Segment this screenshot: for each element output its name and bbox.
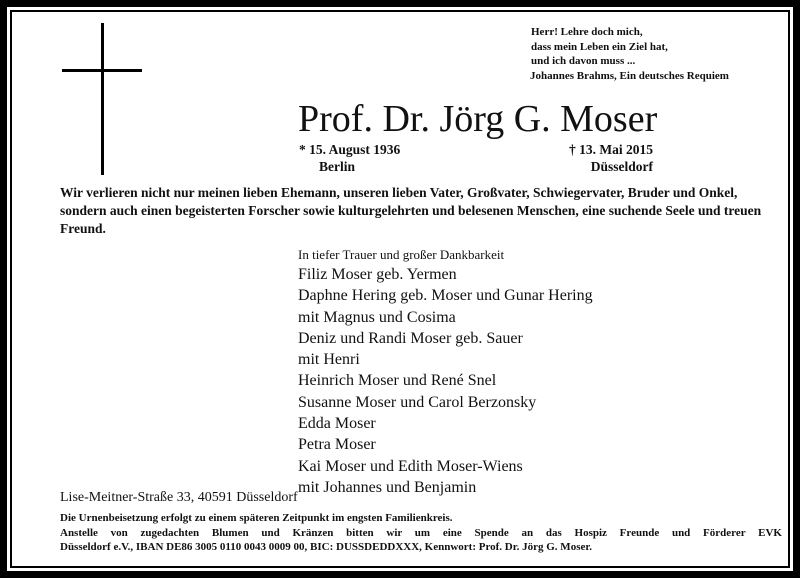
inner-border-line [10, 10, 790, 568]
mourner-line: mit Johannes und Benjamin [298, 478, 477, 496]
mourner-line: Heinrich Moser und René Snel [298, 372, 497, 390]
death-date: † 13. Mai 2015 [569, 142, 653, 157]
birth-place: Berlin [319, 159, 355, 174]
donation-note: Anstelle von zugedachten Blumen und Kränzen bitten wir um eine Spende an das Hospiz Freunde und Förderer EVK [60, 526, 782, 539]
quote-source: Johannes Brahms, Ein deutsches Requiem [530, 69, 729, 82]
footer-notes [60, 511, 782, 555]
quote-line: und ich davon muss ... [531, 55, 636, 67]
outer-border [7, 7, 793, 571]
mourner-line: Filiz Moser geb. Yermen [298, 266, 457, 283]
obituary-notice [12, 12, 788, 566]
death-info [569, 141, 653, 175]
birth-date: * 15. August 1936 [299, 142, 401, 157]
mourner-line: mit Henri [298, 351, 360, 369]
mourners-list [298, 245, 593, 498]
death-place: Düsseldorf [590, 159, 653, 174]
mourner-line: mit Magnus und Cosima [298, 308, 456, 326]
cross-vertical-bar [101, 23, 104, 175]
cross-horizontal-bar [62, 69, 142, 72]
family-address: Lise-Meitner-Straße 33, 40591 Düsseldorf [60, 490, 298, 505]
mourner-line: Deniz und Randi Moser geb. Sauer [298, 329, 523, 347]
mourner-line: Susanne Moser und Carol Berzonsky [298, 393, 537, 411]
mourning-lead: In tiefer Trauer und großer Dankbarkeit [298, 247, 505, 262]
burial-note: Die Urnenbeisetzung erfolgt zu einem späteren Zeitpunkt im engsten Familienkreis. [60, 512, 453, 524]
quote-line: dass mein Leben ein Ziel hat, [531, 40, 668, 53]
quote-line: Herr! Lehre doch mich, [531, 26, 643, 38]
birth-info [299, 141, 400, 175]
mourner-line: Daphne Hering geb. Moser und Gunar Hering [298, 287, 593, 305]
intro-paragraph: Wir verlieren nicht nur meinen lieben Ehemann, unseren lieben Vater, Großvater, Schwiegervater, Bruder und Onkel, sondern auch einen begeisterten Forscher sowie kulturgelehrten und belesenen Menschen, eine suchende Seele und treuen Freund. [60, 185, 762, 236]
deceased-name: Prof. Dr. Jörg G. Moser [298, 98, 658, 140]
mourner-line: Petra Moser [298, 436, 376, 454]
mourner-line: Kai Moser und Edith Moser-Wiens [298, 457, 523, 475]
mourner-line: Edda Moser [298, 415, 376, 433]
donation-bank-details: Düsseldorf e.V., IBAN DE86 3005 0110 0043 0009 00, BIC: DUSSDEDDXXX, Kennwort: Prof. Dr. Jörg G. Moser. [60, 541, 592, 553]
epigraph-quote [531, 25, 729, 83]
